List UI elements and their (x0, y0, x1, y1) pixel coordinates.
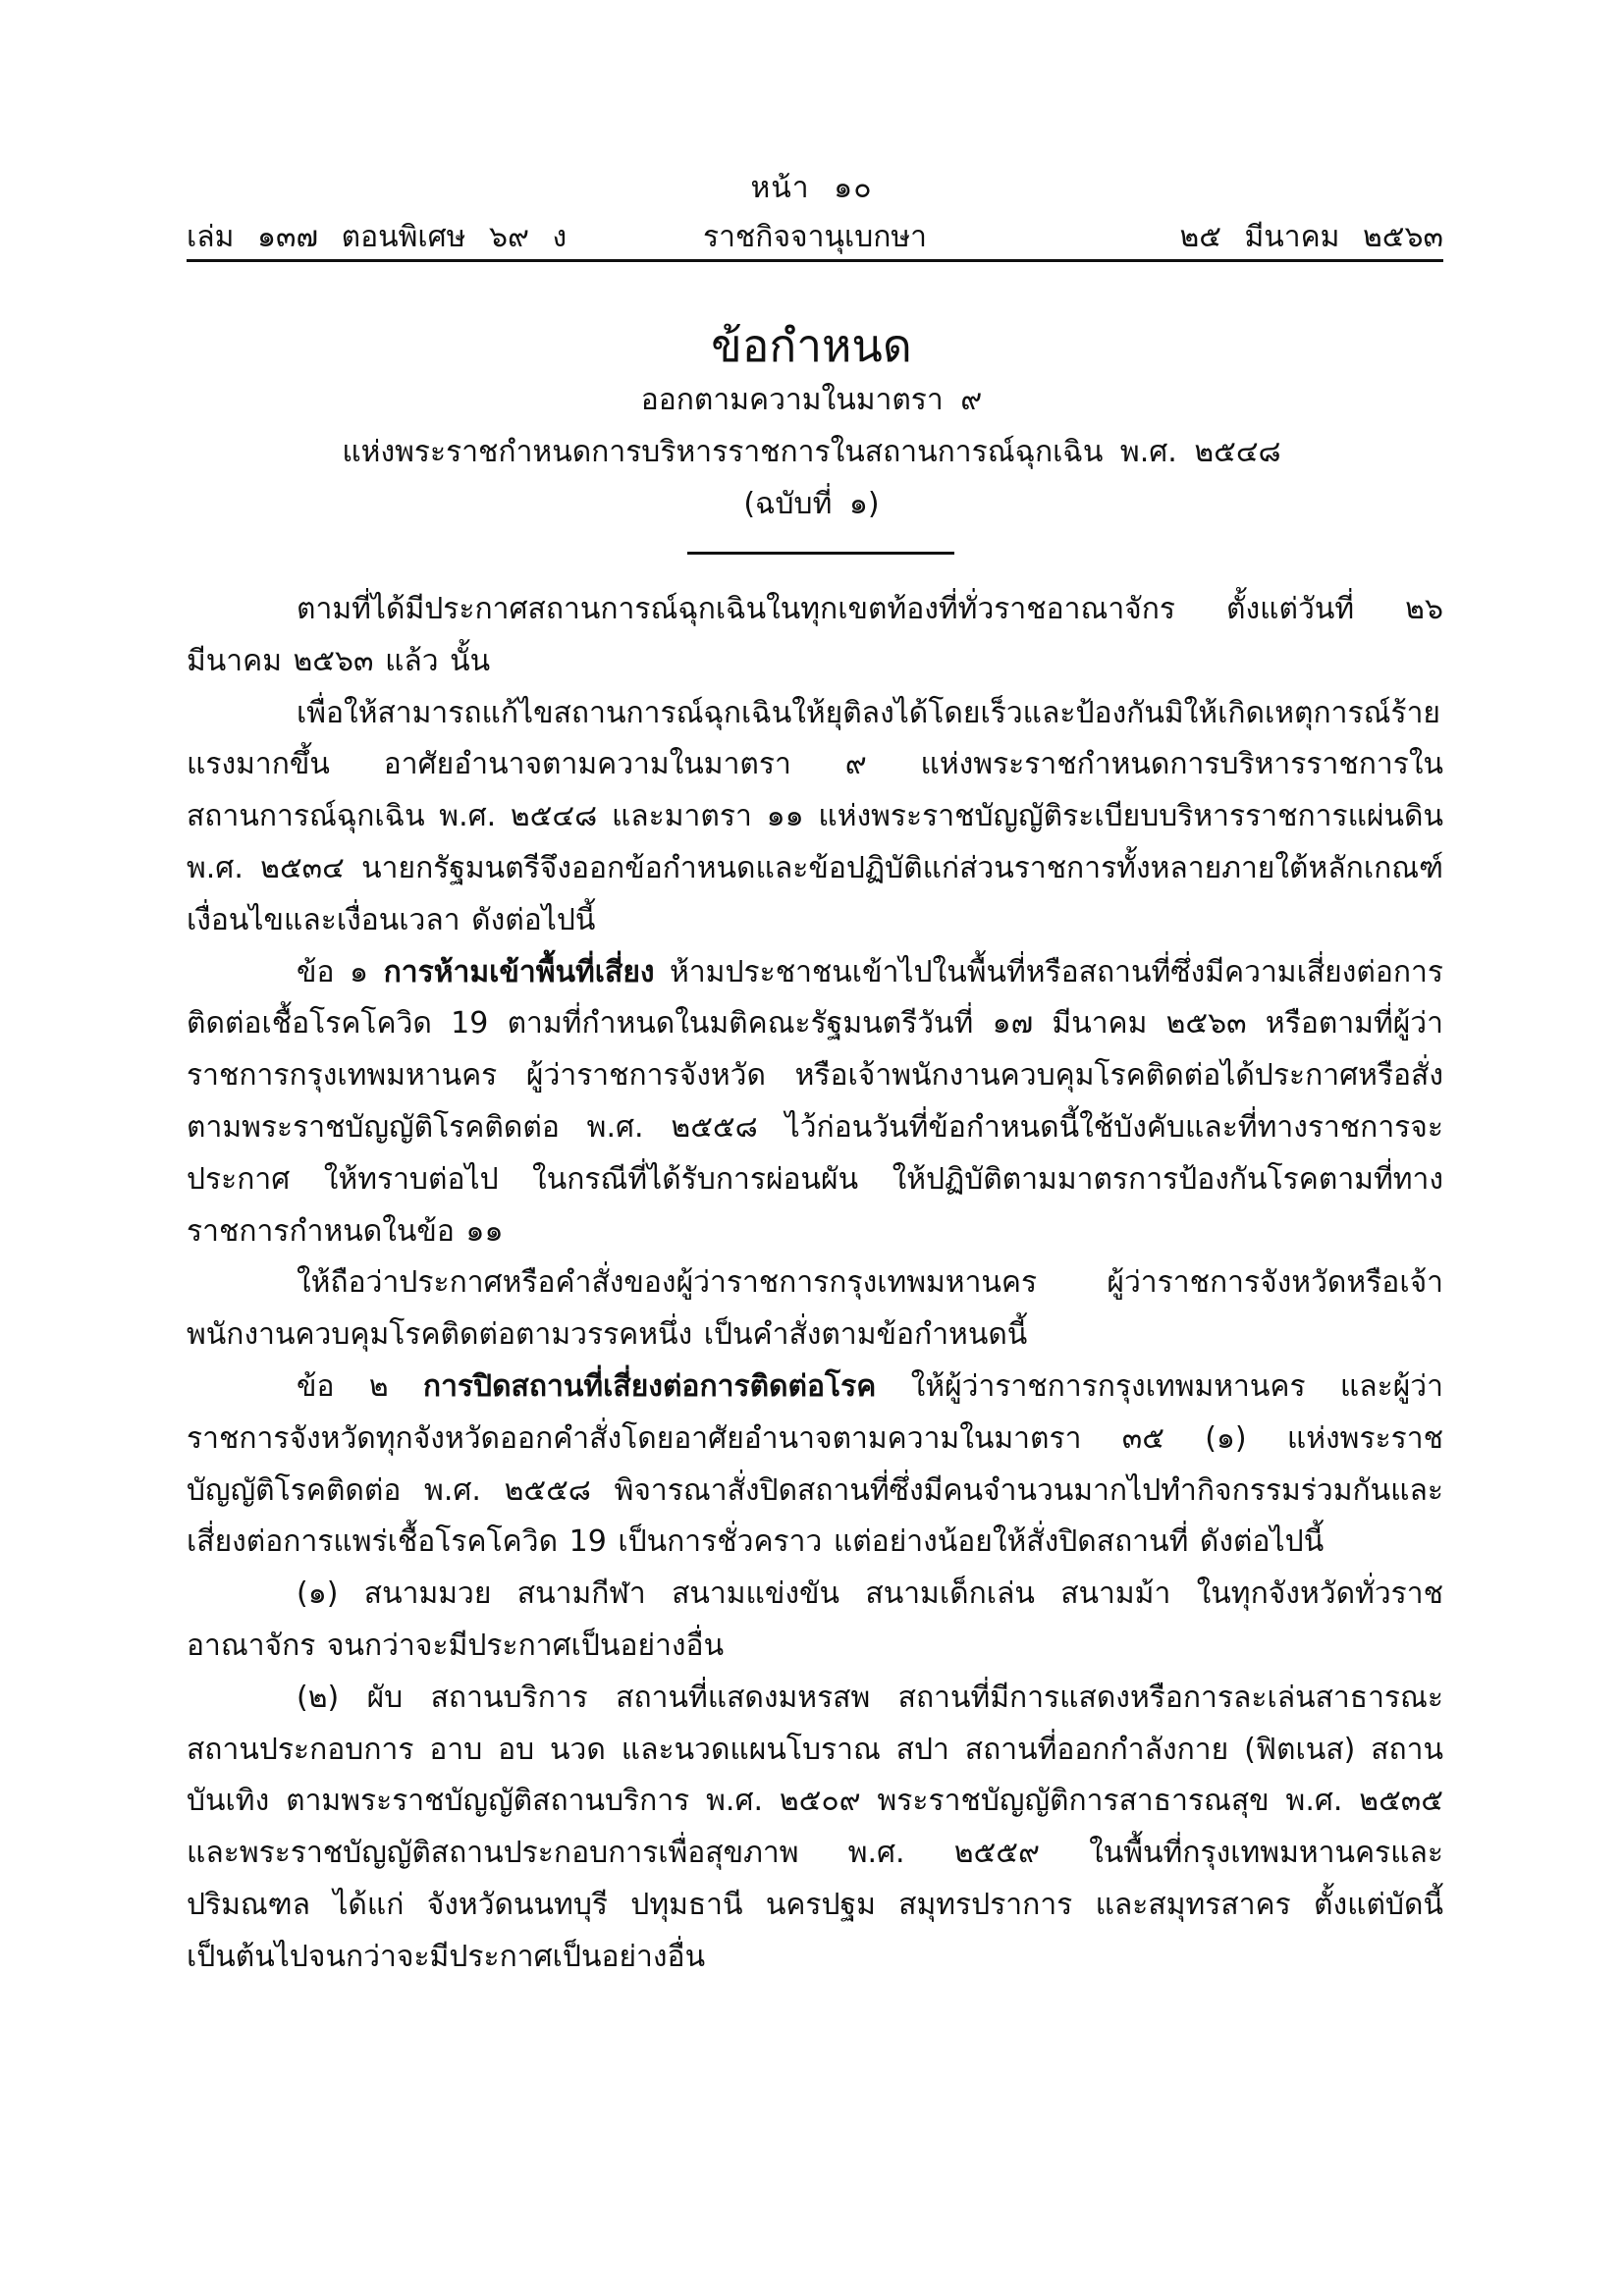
subtitle-line-2: แห่งพระราชกำหนดการบริหารราชการในสถานการณ์ฉุกเฉิน พ.ศ. ๒๕๔๘ (342, 435, 1281, 469)
clause-1-number: ข้อ ๑ (297, 954, 384, 989)
clause-1-heading: การห้ามเข้าพื้นที่เสี่ยง (383, 954, 655, 989)
volume-issue: เล่ม ๑๓๗ ตอนพิเศษ ๖๙ ง (187, 220, 568, 254)
document-body (187, 584, 1443, 1984)
subtitle-line-3: (ฉบับที่ ๑) (743, 487, 880, 521)
clause-1-text: ห้ามประชาชนเข้าไปในพื้นที่หรือสถานที่ซึ่งมีความเสี่ยงต่อการติดต่อเชื้อโรคโควิด 19 ตามที่กำหนดในมติคณะรัฐมนตรีวันที่ ๑๗ มีนาคม ๒๕๖๓ หรือตามที่ผู้ว่าราชการกรุงเทพมหานคร ผู้ว่าราชการจังหวัด หรือเจ้าพนักงานควบคุมโรคติดต่อได้ประกาศหรือสั่งตามพระราชบัญญัติโรคติดต่อ พ.ศ. ๒๕๕๘ ไว้ก่อนวันที่ข้อกำหนดนี้ใช้บังคับและที่ทางราชการจะประกาศ ให้ทราบต่อไป ในกรณีที่ได้รับการผ่อนผัน ให้ปฏิบัติตามมาตรการป้องกันโรคตามที่ทางราชการกำหนดในข้อ ๑๑ (187, 954, 1444, 1249)
paragraph-preamble: ตามที่ได้มีประกาศสถานการณ์ฉุกเฉินในทุกเขตท้องที่ทั่วราชอาณาจักร ตั้งแต่วันที่ ๒๖ มีนาคม ๒๕๖๓ แล้ว นั้น (187, 592, 1443, 678)
document-title: ข้อกำหนด (711, 319, 912, 372)
clause-2-number: ข้อ ๒ (297, 1368, 423, 1404)
subtitle-line-1: ออกตามความในมาตรา ๙ (640, 383, 983, 417)
clause-1 (187, 947, 1443, 1258)
publication-date: ๒๕ มีนาคม ๒๕๖๓ (1179, 220, 1443, 254)
clause-2-text: ให้ผู้ว่าราชการกรุงเทพมหานคร และผู้ว่าราชการจังหวัดทุกจังหวัดออกคำสั่งโดยอาศัยอำนาจตามความในมาตรา ๓๕ (๑) แห่งพระราชบัญญัติโรคติดต่อ พ.ศ. ๒๕๕๘ พิจารณาสั่งปิดสถานที่ซึ่งมีคนจำนวนมากไปทำกิจกรรมร่วมกันและเสี่ยงต่อการแพร่เชื้อโรคโควิด 19 เป็นการชั่วคราว แต่อย่างน้อยให้สั่งปิดสถานที่ ดังต่อไปนี้ (187, 1368, 1443, 1560)
paragraph-authority: เพื่อให้สามารถแก้ไขสถานการณ์ฉุกเฉินให้ยุติลงได้โดยเร็วและป้องกันมิให้เกิดเหตุการณ์ร้ายแรงมากขึ้น อาศัยอำนาจตามความในมาตรา ๙ แห่งพระราชกำหนดการบริหารราชการในสถานการณ์ฉุกเฉิน พ.ศ. ๒๕๔๘ และมาตรา ๑๑ แห่งพระราชบัญญัติระเบียบบริหารราชการแผ่นดิน พ.ศ. ๒๕๓๔ นายกรัฐมนตรีจึงออกข้อกำหนดและข้อปฏิบัติแก่ส่วนราชการทั้งหลายภายใต้หลักเกณฑ์เงื่อนไขและเงื่อนเวลา ดังต่อไปนี้ (187, 695, 1443, 937)
clause-2-item-1: (๑) สนามมวย สนามกีฬา สนามแข่งขัน สนามเด็กเล่น สนามม้า ในทุกจังหวัดทั่วราชอาณาจักร จนกว่าจะมีประกาศเป็นอย่างอื่น (187, 1576, 1443, 1663)
clause-2-heading: การปิดสถานที่เสี่ยงต่อการติดต่อโรค (422, 1368, 877, 1404)
clause-1-paragraph-2: ให้ถือว่าประกาศหรือคำสั่งของผู้ว่าราชการกรุงเทพมหานคร ผู้ว่าราชการจังหวัดหรือเจ้าพนักงานควบคุมโรคติดต่อตามวรรคหนึ่ง เป็นคำสั่งตามข้อกำหนดนี้ (187, 1265, 1443, 1353)
gazette-name: ราชกิจจานุเบกษา (702, 220, 928, 254)
gazette-header (187, 214, 1443, 262)
clause-2-item-2: (๒) ผับ สถานบริการ สถานที่แสดงมหรสพ สถานที่มีการแสดงหรือการละเล่นสาธารณะ สถานประกอบการ อาบ อบ นวด และนวดแผนโบราณ สปา สถานที่ออกกำลังกาย (ฟิตเนส) สถานบันเทิง ตามพระราชบัญญัติสถานบริการ พ.ศ. ๒๕๐๙ พระราชบัญญัติการสาธารณสุข พ.ศ. ๒๕๓๕ และพระราชบัญญัติสถานประกอบการเพื่อสุขภาพ พ.ศ. ๒๕๕๙ ในพื้นที่กรุงเทพมหานครและปริมณฑล ได้แก่ จังหวัดนนทบุรี ปทุมธานี นครปฐม สมุทรปราการ และสมุทรสาคร ตั้งแต่บัดนี้เป็นต้นไปจนกว่าจะมีประกาศเป็นอย่างอื่น (187, 1680, 1443, 1974)
clause-2 (187, 1362, 1443, 1569)
title-divider (687, 552, 954, 555)
page-number: หน้า ๑๐ (750, 171, 873, 205)
